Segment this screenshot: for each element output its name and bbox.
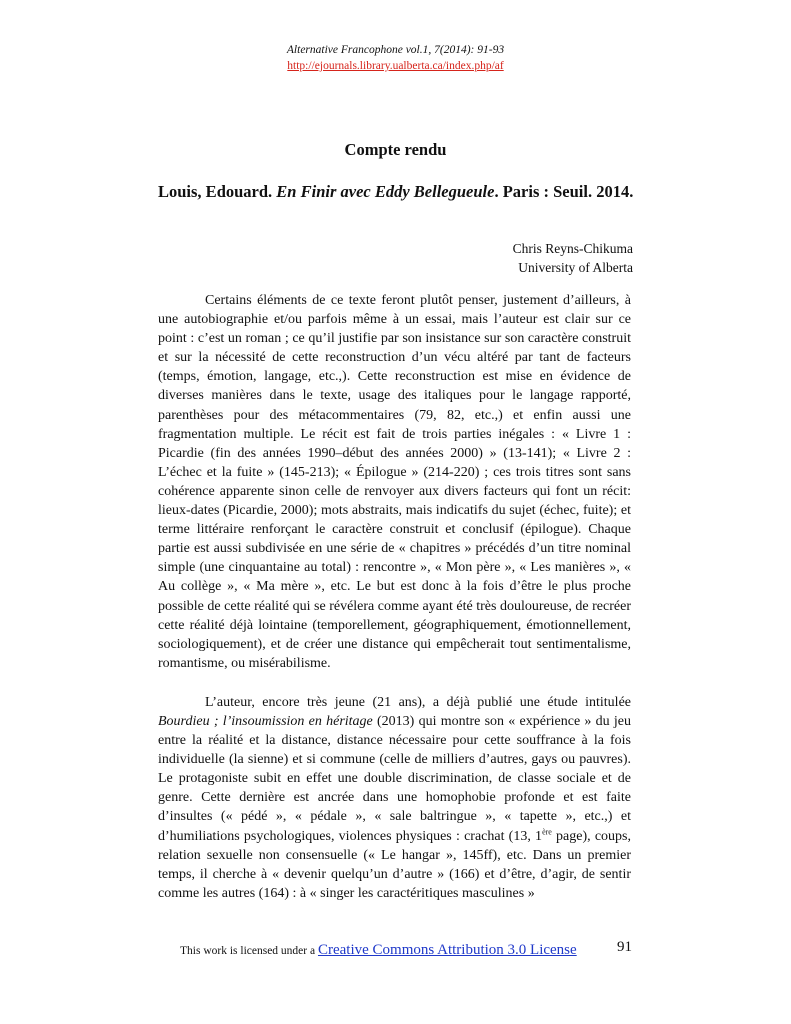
license-link[interactable]: Creative Commons Attribution 3.0 License (317, 942, 577, 958)
journal-url-link[interactable]: http://ejournals.library.ualberta.ca/index.php/af (287, 60, 504, 72)
paragraph-2-end: page), coups, relation sexuelle non consensuelle (« Le hangar », 145ff), etc. Dans un premier temps, il cherche à « devenir quelqu’un d’autre » (166) et d’être, d’agir, de sentir comme les autres (164) : à « singer les caractéritiques masculines » (158, 828, 631, 901)
license-prefix: This work is licensed under a (180, 945, 318, 957)
paragraph-1: Certains éléments de ce texte feront plutôt penser, justement d’ailleurs, à une autobiographie et/ou parfois même à un essai, mais l’auteur est clair sur ce point : c’est un roman ; ce qu’il justifie par son insistance sur son caractère construit et sur la nécessité de cette reconstruction d’un vécu altéré par tant de facteurs (temps, émotion, langage, etc.,). Cette reconstruction est mise en évidence de diverses manières dans le texte, usage des italiques pour le langage rapporté, parenthèses pour des métacommentaires (79, 82, etc.,) et enfin aussi une fragmentation multiple. Le récit est fait de trois parties inégales : « Livre 1 : Picardie (fin des années 1990–début des années 2000) » (13-141); « Livre 2 : L’échec et la fuite » (145-213); « Épilogue » (214-220) ; ces trois titres sont sans cohérence apparente sinon celle de renvoyer aux divers facteurs qui font un récit: lieux-dates (Picardie, 2000); mots abstraits, mais indicatifs du sujet (échec, fuite); et terme littéraire renforçant le caractère construit et conclusif (épilogue). Chaque partie est aussi subdivisée en une série de « chapitres » précédés d’un titre nominal simple (une cinquantaine au total) : rencontre », « Mon père », « Les manières », « Au collège », « Ma mère », etc. Le but est donc à la fois d’être le plus proche possible de cette réalité qui se révélera comme ayant été très douloureuse, de recréer cette réalité déjà lointaine (temporellement, géographiquement, émotionnellement, sociologiquement), et de créer une distance qui empêcherait tout sentimentalisme, romantisme, ou misérabilisme. (158, 293, 631, 671)
paragraph-2-middle: (2013) qui montre son « expérience » du jeu entre la réalité et la distance, distance nécessaire pour cette souffrance à la fois individuelle (la sienne) et si commune (celle de milliers d’autres, gays ou pauvres). Le protagoniste subit en effet une double discrimination, de classe sociale et de genre. Cette dernière est ancrée dans une homophobie profonde et est faite d’insultes (« pédé », « pédale », « sale baltringue », « tapette », etc.,) et d’humiliations psychologiques, violences physiques : crachat (13, 1 (158, 713, 631, 844)
review-body (158, 291, 631, 903)
book-author: Louis, Edouard. (158, 182, 273, 201)
page-footer (180, 939, 632, 959)
journal-citation: Alternative Francophone vol.1, 7(2014): 91-93 (286, 44, 505, 56)
book-publication: . Paris : Seuil. 2014. (494, 182, 634, 201)
section-title: Compte rendu (344, 140, 447, 159)
reviewer-block (513, 240, 633, 277)
reviewer-name: Chris Reyns-Chikuma (512, 241, 633, 256)
reviewer-affiliation: University of Alberta (518, 259, 633, 275)
ordinal-superscript: ère (542, 826, 552, 836)
page-number: 91 (617, 939, 632, 955)
paragraph-2 (158, 693, 631, 903)
book-title: En Finir avec Eddy Bellegueule (276, 182, 495, 201)
paragraph-2-start: L’auteur, encore très jeune (21 ans), a déjà publié une étude intitulée (205, 694, 631, 710)
cited-book-title: Bourdieu ; l’insoumission en héritage (158, 713, 373, 729)
book-heading (158, 179, 638, 204)
